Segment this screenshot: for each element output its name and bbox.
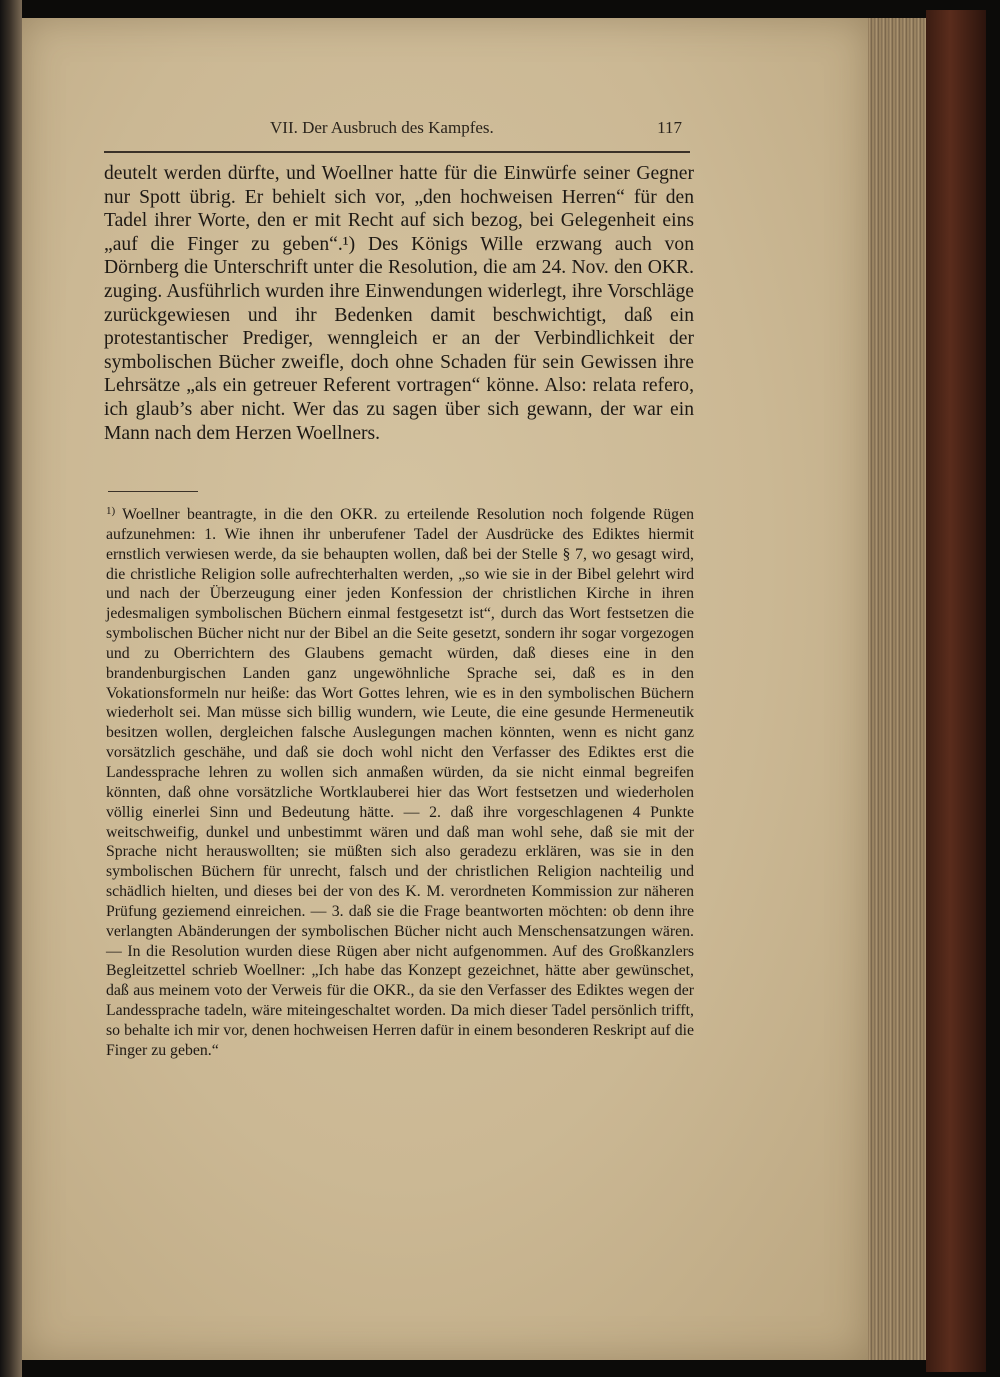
book-spine [926,10,986,1372]
footnote-marker: 1) [106,505,116,517]
running-head [270,118,690,146]
body-paragraph: deutelt werden dürfte, und Woellner hatte für die Einwürfe seiner Gegner nur Spott übrig. Er behielt sich vor, „den hochweisen Herren“ für den Tadel ihrer Worte, den er mit Recht auf sich bezog, bei Gelegenheit eins „auf die Finger zu geben“.¹) Des Königs Wille erzwang auch von Dörnberg die Unterschrift unter die Resolution, die am 24. Nov. den OKR. zuging. Ausführlich wurden ihre Einwendungen widerlegt, ihre Vorschläge zurückgewiesen und ihr Bedenken damit beschwichtigt, daß ein protestantischer Prediger, wenngleich er an der Verbindlichkeit der symbolischen Bücher zweifle, doch ohne Schaden für sein Gewissen ihre Lehrsätze „als ein getreuer Referent vortragen“ könne. Also: relata refero, ich glaub’s aber nicht. Wer das zu sagen über sich gewann, der war ein Mann nach dem Herzen Woellners. [104,163,694,444]
chapter-title: VII. Der Ausbruch des Kampfes. [270,118,494,137]
page-number: 117 [657,118,682,137]
footnote [106,502,694,1061]
header-rule [104,151,690,153]
footnote-text: Woellner beantragte, in die den OKR. zu erteilende Resolution noch folgende Rügen aufzunehmen: 1. Wie ihnen ihr unberufener Tadel der Ausdrücke des Ediktes hiermit ernstlich verwiesen werde, da sie behaupten wollen, daß bei der Stelle § 7, wo gesagt wird, die christliche Religion solle aufrechterhalten werden, „so wie sie in der Bibel gelehrt wird und nach der Überzeugung einer jeden Konfession der christlichen Kirche in ihren jedesmaligen symbolischen Büchern einmal festgesetzt ist“, durch das Wort festsetzen die symbolischen Bücher nicht nur der Bibel an die Seite gesetzt, sondern ihr sogar vorgezogen und zu Oberrichtern des Glaubens gemacht würden, daß dieses eine in den brandenburgischen Landen ganz ungewöhnliche Sprache sei, daß es in den Vokationsformeln nur heiße: das Wort Gottes lehren, wie es in den symbolischen Büchern wiederholt sei. Man müsse sich billig wundern, wie Leute, die eine gesunde Hermeneutik besitzen wollen, dergleichen falsche Auslegungen machen könnten, wenn es nicht ganz vorsätzlich geschähe, und daß sie doch wohl nicht den Verfasser des Ediktes erst die Landessprache lehren zu wollen sich anmaßen würden, da sie nicht einmal begreifen könnten, daß ohne vorsätzliche Wortklauberei hier das Wort festsetzen und wiederholen völlig einerlei Sinn und Bedeutung hätte. — 2. daß ihre vorgeschlagenen 4 Punkte weitschweifig, dunkel und unbestimmt wären und daß man wohl sehe, daß sie mit der Sprache nicht herauswollten; sie müßten sich also geradezu erklären, was sie in den symbolischen Büchern für unrecht, falsch und der christlichen Religion nachteilig und schädlich hielten, und dieses bei der von des K. M. verordneten Kommission zur näheren Prüfung geziemend einreichen. — 3. daß sie die Frage beantworten möchten: ob denn ihre verlangten Abänderungen der symbolischen Bücher nicht auch Menschensatzungen wären. — In die Resolution wurden diese Rügen aber nicht aufgenommen. Auf des Großkanzlers Begleitzettel schrieb Woellner: „Ich habe das Konzept gezeichnet, hätte aber gewünschet, daß aus meinem voto der Verweis für die OKR., da sie den Verfasser des Ediktes wegen der Landessprache tadeln, wäre miteingeschaltet worden. Da mich dieser Tadel persönlich trifft, so behalte ich mir vor, denen hochweisen Herren dafür in einem besonderen Reskript auf die Finger zu geben.“ [106,506,694,1059]
page-block-edges [868,18,926,1360]
footnote-rule [108,491,198,492]
left-page-edge [0,0,22,1377]
